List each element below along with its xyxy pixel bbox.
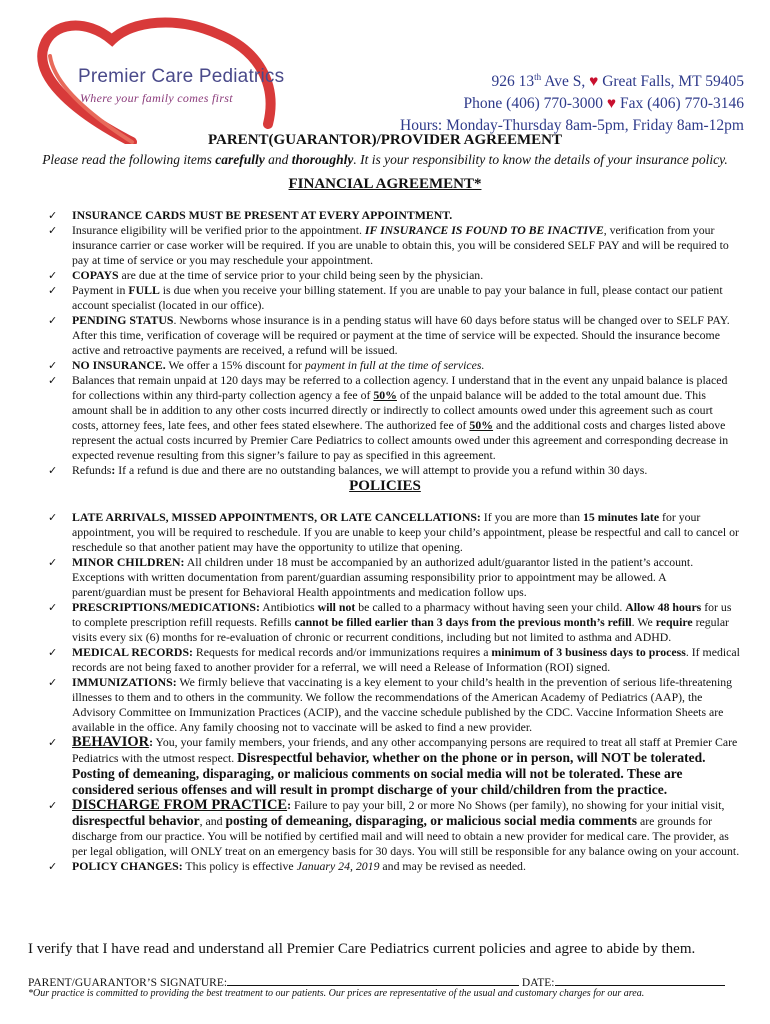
list-item: ✓ DISCHARGE FROM PRACTICE: Failure to pay your bill, 2 or more No Shows (per family), no showing for your initial visit, disrespectful behavior, and posting of demeaning, disparaging, or malicious social media comments are grounds for discharge from our practice. You will be notified by certified mail and will need to obtain a new provider for medical care. The provider, as per legal obligation, will ONLY treat on an emergency basis for 30 days. You will still be responsible for any balance owing on your account. (48, 797, 740, 858)
check-icon: ✓ (48, 601, 58, 614)
intro-text: Please read the following items carefully and thoroughly. It is your responsibility to know the details of your insurance policy. (42, 152, 728, 167)
list-item: ✓ MEDICAL RECORDS: Requests for medical records and/or immunizations requires a minimum of 3 business days to process. If medical records are not being faxed to another provider for a referral, we will need a Release of Information (ROI) signed. (48, 645, 740, 674)
check-icon: ✓ (48, 860, 58, 873)
check-icon: ✓ (48, 799, 58, 812)
verification-statement: I verify that I have read and understand all Premier Care Pediatrics current policies and agree to abide by them. (28, 941, 696, 957)
list-item: ✓ PENDING STATUS. Newborns whose insurance is in a pending status will have 60 days before status will be changed over to SELF PAY. After this time, verification of coverage will be required or payment at the time of service will be expected. Should the insurance become active and retroactive payments are received, a refund will be issued. (48, 313, 730, 357)
list-item: ✓ IMMUNIZATIONS: We firmly believe that vaccinating is a key element to your child’s health in the prevention of serious life-threatening illnesses to them and to others in the community. We follow the recommendations of the American Academy of Pediatrics (AAP), the Advisory Committee on Immunization Practices (ACIP), and the vaccine schedule published by the CDC. Vaccine Information Sheets are available in the office. Any family choosing not to vaccinate will be asked to find a new provider. (48, 675, 733, 734)
check-icon: ✓ (48, 314, 58, 327)
check-icon: ✓ (48, 676, 58, 689)
date-label: DATE: (519, 977, 555, 989)
list-item: ✓ Balances that remain unpaid at 120 days may be referred to a collection agency. I understand that in the event any unpaid balance is placed for collections within any third-party collection agency a fee of 50% of the unpaid balance will be added to the total amount due. This amount shall be in addition to any other costs incurred directly or indirectly to collect amounts owed under this agreement such as court costs, attorney fees, late fees, and other fees stated elsewhere. The authorized fee of 50% and the additional costs and charges listed above represent the actual costs incurred by Premier Care Pediatrics to collect amounts owed under this agreement and corresponding decrease in expected revenue resulting from this signer’s failure to pay as specified in this agreement. (48, 373, 729, 462)
signature-line (28, 974, 725, 989)
document-title: PARENT(GUARANTOR)/PROVIDER AGREEMENT (207, 132, 563, 148)
check-icon: ✓ (48, 464, 58, 477)
check-icon: ✓ (48, 269, 58, 282)
list-item: ✓ PRESCRIPTIONS/MEDICATIONS: Antibiotics will not be called to a pharmacy without having seen your child. Allow 48 hours for us to complete prescription refill requests. Refills cannot be filled earlier than 3 days from the previous month’s refill. We require regular visits every six (6) months for re-evaluation of chronic or recurrent conditions, including but not limited to asthma and ADHD. (48, 600, 732, 644)
financial-agreement-heading: FINANCIAL AGREEMENT* (288, 176, 482, 192)
check-icon: ✓ (48, 224, 58, 237)
policies-list (48, 510, 742, 874)
list-item: ✓ COPAYS are due at the time of service prior to your child being seen by the physician. (48, 268, 484, 282)
list-item: ✓ BEHAVIOR: You, your family members, your friends, and any other accompanying persons are required to treat all staff at Premier Care Pediatrics with the utmost respect. Disrespectful behavior, whether on the phone or in person, will NOT be tolerated. Posting of demeaning, disparaging, or malicious comments on social media will not be tolerated. These are considered serious offenses and will result in prompt discharge of your child/children from the practice. (48, 734, 738, 797)
check-icon: ✓ (48, 359, 58, 372)
check-icon: ✓ (48, 736, 58, 749)
signature-label: PARENT/GUARANTOR’S SIGNATURE: (28, 977, 228, 989)
list-item: ✓ INSURANCE CARDS MUST BE PRESENT AT EVERY APPOINTMENT. (48, 208, 453, 222)
financial-list (48, 208, 742, 478)
check-icon: ✓ (48, 646, 58, 659)
check-icon: ✓ (48, 284, 58, 297)
list-item: ✓ Payment in FULL is due when you receive your billing statement. If you are unable to pay your balance in full, please contact our patient account specialist (located in our office). (48, 283, 723, 312)
check-icon: ✓ (48, 511, 58, 524)
hours-line: Hours: Monday-Thursday 8am-5pm, Friday 8am-12pm (400, 117, 744, 135)
list-item: ✓ Refunds: If a refund is due and there are no outstanding balances, we will attempt to provide you a refund within 30 days. (48, 463, 648, 477)
heart-icon: ♥ (589, 73, 599, 91)
list-item: ✓ Insurance eligibility will be verified prior to the appointment. IF INSURANCE IS FOUND TO BE INACTIVE, verification from your insurance carrier or case worker will be required. If you are unable to obtain this, you will be considered SELF PAY and will be required to pay at time of service or you may reschedule your appointment. (48, 223, 729, 267)
heart-icon: ♥ (606, 95, 617, 113)
date-field[interactable] (555, 974, 725, 986)
check-icon: ✓ (48, 374, 58, 387)
check-icon: ✓ (48, 556, 58, 569)
address-line: 926 13th Ave S, ♥ Great Falls, MT 59405 (491, 72, 744, 91)
contact-block (400, 66, 744, 137)
phone-fax-line: Phone (406) 770-3000 ♥ Fax (406) 770-3146 (463, 95, 744, 113)
list-item: ✓ MINOR CHILDREN: All children under 18 must be accompanied by an authorized adult/guarantor listed in the patient’s account. Exceptions with written documentation from parent/guardian assuming responsibility prior to appointment may be allowed. A parent/guardian must be present for Behavioral Health appointments and medication follow ups. (48, 555, 694, 599)
list-item: ✓ LATE ARRIVALS, MISSED APPOINTMENTS, OR LATE CANCELLATIONS: If you are more than 15 minutes late for your appointment, you will be required to reschedule. If you are unable to keep your child’s appointment, please be respectful and call to cancel or reschedule so that another patient may have the opportunity to utilize that opening. (48, 510, 739, 554)
list-item: ✓ NO INSURANCE. We offer a 15% discount for payment in full at the time of services. (48, 358, 485, 372)
footnote: *Our practice is committed to providing the best treatment to our patients. Our prices are representative of the usual and customary charges for our area. (28, 988, 645, 999)
list-item: ✓ POLICY CHANGES: This policy is effective January 24, 2019 and may be revised as needed. (48, 859, 526, 873)
policies-heading: POLICIES (349, 478, 421, 494)
brand-name: Premier Care Pediatrics (78, 66, 285, 87)
signature-field[interactable] (227, 974, 519, 986)
practice-logo (28, 14, 298, 144)
brand-tagline: Where your family comes first (80, 91, 233, 105)
check-icon: ✓ (48, 209, 58, 222)
